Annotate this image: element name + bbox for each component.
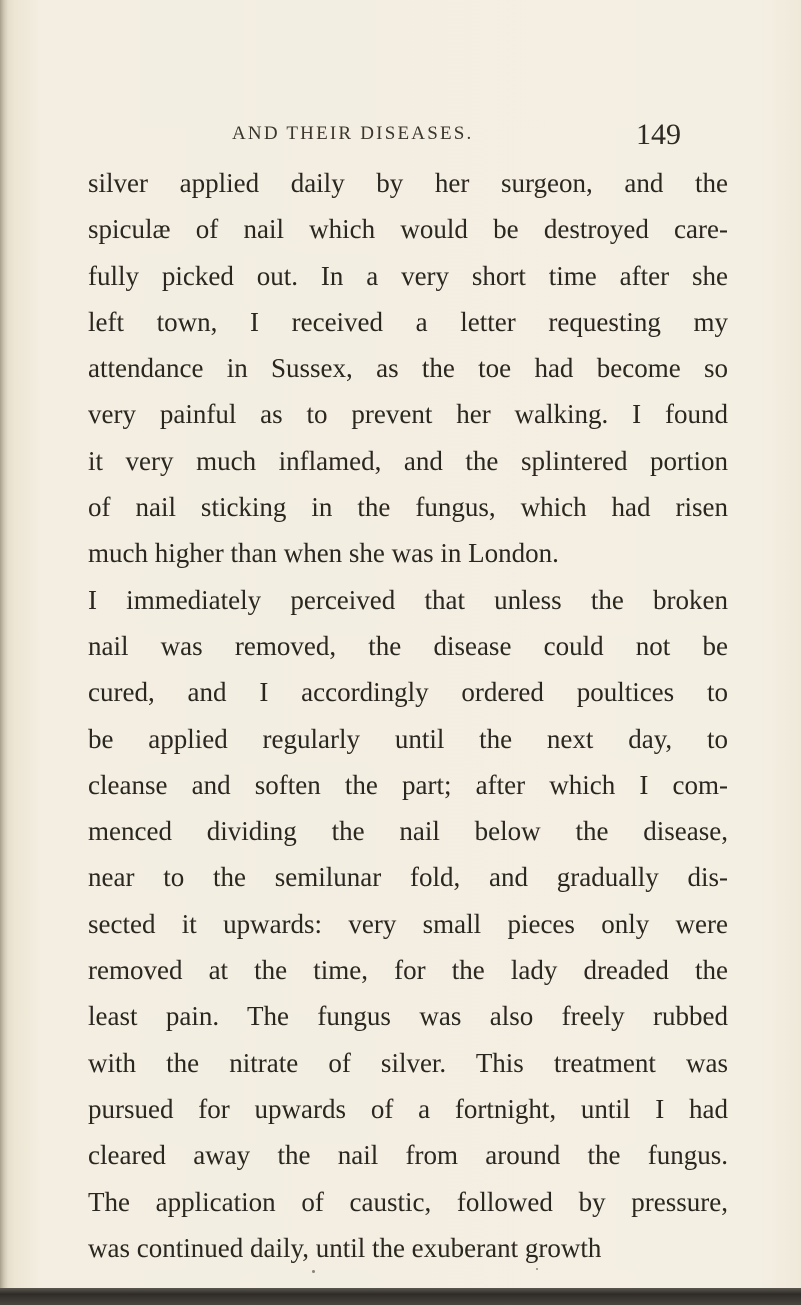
text-line: cured, and I accordingly ordered poultices to — [88, 677, 728, 708]
body-text — [88, 160, 728, 1271]
running-head — [0, 118, 801, 152]
paper-speck — [312, 1270, 315, 1273]
text-line: near to the semilunar fold, and gradually dis- — [88, 862, 728, 893]
text-line: I immediately perceived that unless the broken — [88, 584, 728, 615]
text-line: removed at the time, for the lady dreaded the — [88, 955, 728, 986]
text-line: of nail sticking in the fungus, which had risen — [88, 492, 728, 523]
text-line: it very much inflamed, and the splintered portion — [88, 445, 728, 476]
paper-speck — [536, 1268, 538, 1270]
text-line: very painful as to prevent her walking. I found — [88, 399, 728, 430]
text-line: cleared away the nail from around the fungus. — [88, 1140, 728, 1171]
text-line: spiculæ of nail which would be destroyed care- — [88, 214, 728, 245]
text-line: left town, I received a letter requesting my — [88, 306, 728, 337]
text-line: with the nitrate of silver. This treatment was — [88, 1047, 728, 1078]
page-gutter-edge — [0, 0, 8, 1305]
text-line: was continued daily, until the exuberant growth — [88, 1232, 602, 1263]
text-line: nail was removed, the disease could not be — [88, 630, 728, 661]
text-line: be applied regularly until the next day, to — [88, 723, 728, 754]
text-line: attendance in Sussex, as the toe had become so — [88, 353, 728, 384]
text-line: silver applied daily by her surgeon, and the — [88, 168, 728, 198]
text-line: fully picked out. In a very short time after she — [88, 260, 728, 291]
text-line: least pain. The fungus was also freely rubbed — [88, 1001, 728, 1032]
running-head-title: AND THEIR DISEASES. — [232, 123, 474, 144]
page-number: 149 — [636, 118, 681, 151]
text-line: pursued for upwards of a fortnight, until I had — [88, 1093, 728, 1124]
page-bottom-edge — [0, 1288, 801, 1305]
text-line: menced dividing the nail below the disease, — [88, 816, 728, 847]
text-line: much higher than when she was in London. — [88, 538, 559, 569]
text-line: The application of caustic, followed by pressure, — [88, 1186, 728, 1217]
text-line: cleanse and soften the part; after which I com- — [88, 769, 728, 800]
text-line: sected it upwards: very small pieces only were — [88, 908, 728, 939]
